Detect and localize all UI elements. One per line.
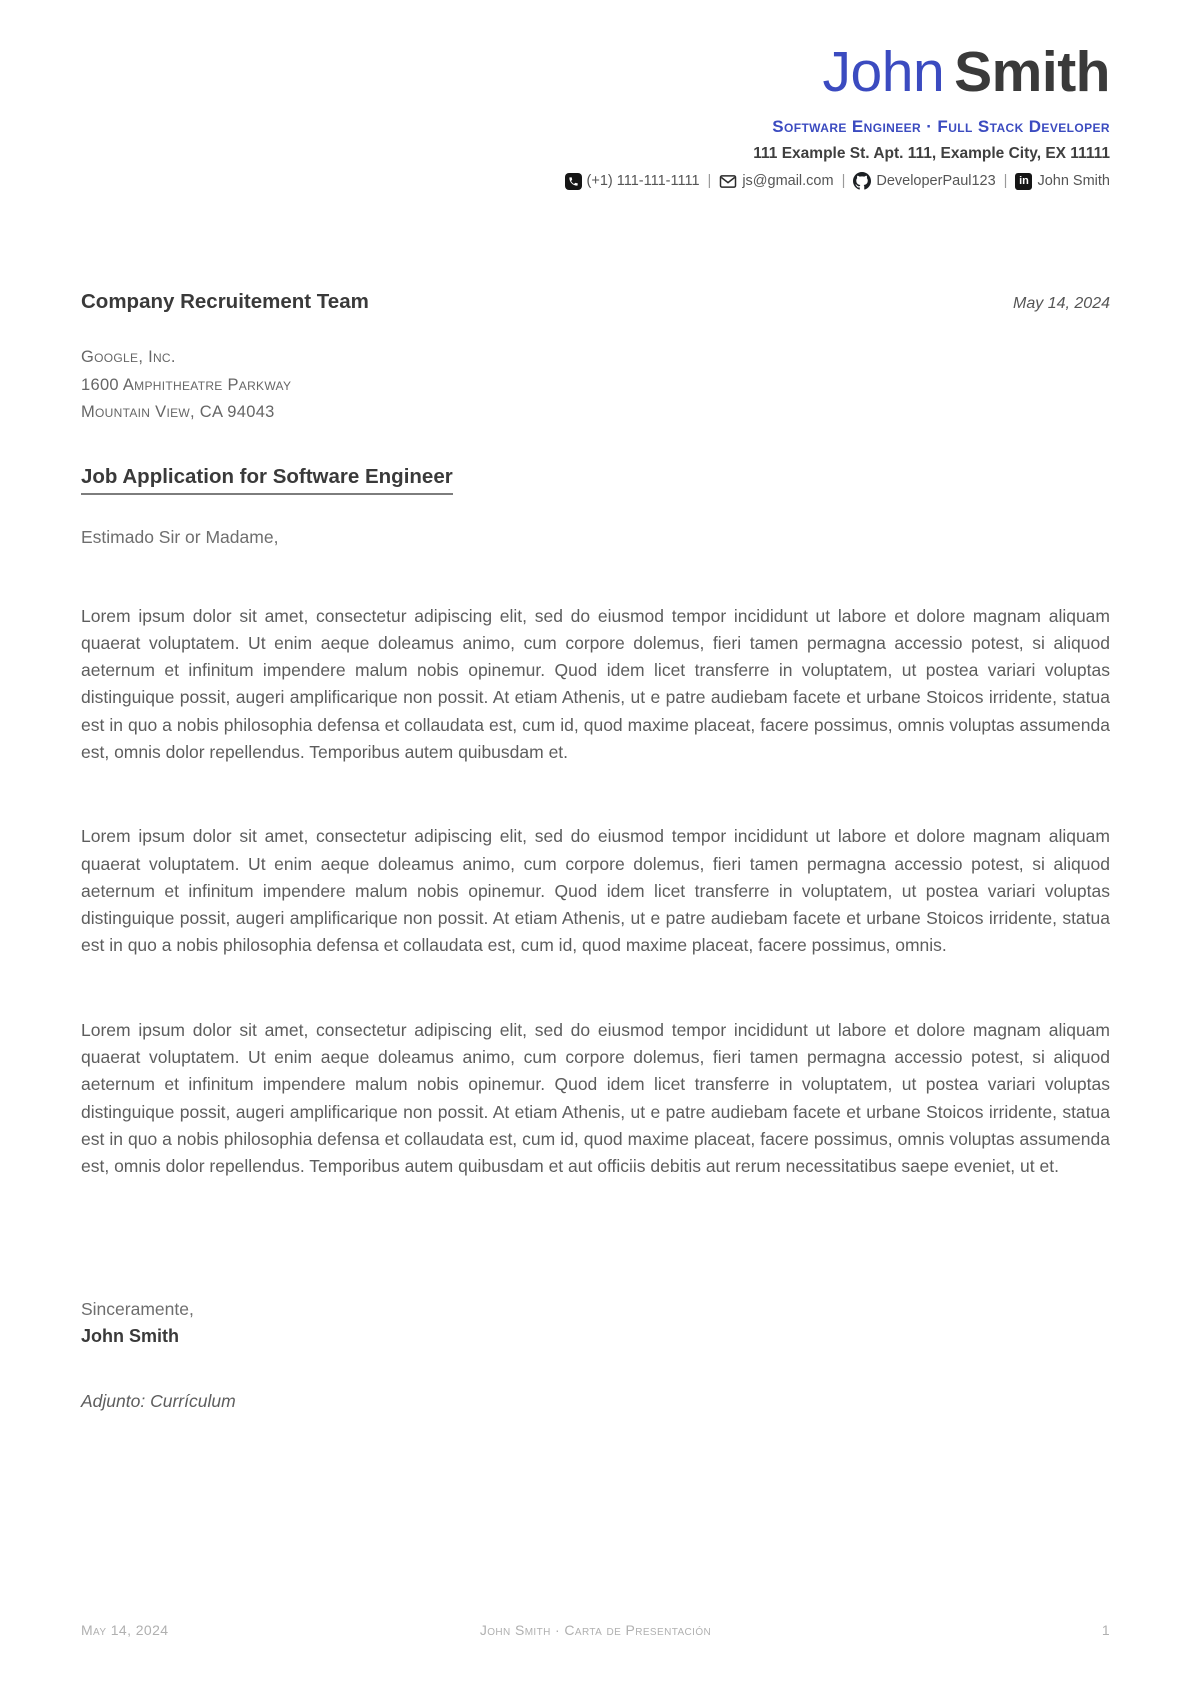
- contact-separator: |: [707, 173, 712, 189]
- phone-link[interactable]: [565, 173, 700, 190]
- footer-date: May 14, 2024: [81, 1622, 169, 1638]
- recipient-address-block: [81, 344, 1110, 427]
- github-username: DeveloperPaul123: [876, 173, 996, 189]
- position-title: Software Engineer · Full Stack Developer: [772, 117, 1110, 136]
- body-paragraph-2: Lorem ipsum dolor sit amet, consectetur adipiscing elit, sed do eiusmod tempor incididunt ut labore et dolore magnam aliquam quaerat voluptatem. Ut enim aeque doleamus animo, cum corpore dolemus, fieri tamen permagna accessio potest, si aliquod aeternum et infinitum impendere malum nobis opinemur. Quod idem licet transferre in voluptatem, ut postea variari voluptas distinguique possit, augeri amplificarique non possit. At etiam Athenis, ut e patre audiebam facete et urbane Stoicos irridente, statua est in quo a nobis philosophia defensa et collaudata est, cum id, quod maxime placeat, facere possimus, omnis.: [81, 826, 1110, 956]
- company-address-line2: Mountain View, CA 94043: [81, 403, 275, 421]
- greeting: Estimado Sir or Madame,: [81, 526, 279, 547]
- email-address: js@gmail.com: [742, 173, 834, 189]
- phone-number: (+1) 111-111-1111: [586, 173, 700, 189]
- linkedin-link[interactable]: [1015, 173, 1110, 190]
- enclosure-note: Adjunto: Currículum: [81, 1390, 236, 1411]
- phone-icon: [565, 173, 582, 190]
- applicant-name: [81, 40, 1110, 104]
- company-address-line1: 1600 Amphitheatre Parkway: [81, 375, 292, 394]
- letter-subject: Job Application for Software Engineer: [81, 465, 453, 495]
- last-name: Smith: [954, 40, 1110, 104]
- page-footer: [81, 1622, 1110, 1638]
- github-icon: [853, 172, 871, 190]
- footer-title: John Smith · Carta de Presentación: [479, 1622, 712, 1638]
- body-paragraph-3: Lorem ipsum dolor sit amet, consectetur adipiscing elit, sed do eiusmod tempor incididunt ut labore et dolore magnam aliquam quaerat voluptatem. Ut enim aeque doleamus animo, cum corpore dolemus, fieri tamen permagna accessio potest, si aliquod aeternum et infinitum impendere malum nobis opinemur. Quod idem licet transferre in voluptatem, ut postea variari voluptas distinguique possit, augeri amplificarique non possit. At etiam Athenis, ut e patre audiebam facete et urbane Stoicos irridente, statua est in quo a nobis philosophia defensa et collaudata est, cum id, quod maxime placeat, facere possimus, omnis voluptas assumenda est, omnis dolor repellendus. Temporibus autem quibusdam et aut officiis debitis aut rerum necessitatibus saepe eveniet, ut et.: [81, 1019, 1110, 1177]
- recipient-row: [81, 290, 1110, 314]
- linkedin-name: John Smith: [1037, 173, 1110, 189]
- contact-line: [81, 172, 1110, 190]
- email-link[interactable]: [719, 173, 833, 189]
- closing-block: [81, 1299, 1110, 1347]
- email-icon: [719, 174, 737, 189]
- linkedin-icon: in: [1015, 173, 1032, 190]
- signature-name: John Smith: [81, 1325, 179, 1346]
- contact-separator: |: [841, 173, 846, 189]
- recipient-title: Company Recruitement Team: [81, 290, 369, 313]
- applicant-address: 111 Example St. Apt. 111, Example City, EX 11111: [753, 145, 1110, 162]
- letter-header: [81, 0, 1110, 190]
- footer-page-number: 1: [1101, 1622, 1110, 1638]
- first-name: John: [822, 40, 945, 104]
- contact-separator: |: [1003, 173, 1008, 189]
- github-link[interactable]: [853, 172, 995, 190]
- body-paragraph-1: Lorem ipsum dolor sit amet, consectetur adipiscing elit, sed do eiusmod tempor incididunt ut labore et dolore magnam aliquam quaerat voluptatem. Ut enim aeque doleamus animo, cum corpore dolemus, fieri tamen permagna accessio potest, si aliquod aeternum et infinitum impendere malum nobis opinemur. Quod idem licet transferre in voluptatem, ut postea variari voluptas distinguique possit, augeri amplificarique non possit. At etiam Athenis, ut e patre audiebam facete et urbane Stoicos irridente, statua est in quo a nobis philosophia defensa et collaudata est, cum id, quod maxime placeat, facere possimus, omnis voluptas assumenda est, omnis dolor repellendus. Temporibus autem quibusdam et.: [81, 605, 1110, 762]
- letter-date: May 14, 2024: [1013, 295, 1110, 312]
- closing-phrase: Sinceramente,: [81, 1298, 194, 1319]
- company-name: Google, Inc.: [81, 348, 176, 366]
